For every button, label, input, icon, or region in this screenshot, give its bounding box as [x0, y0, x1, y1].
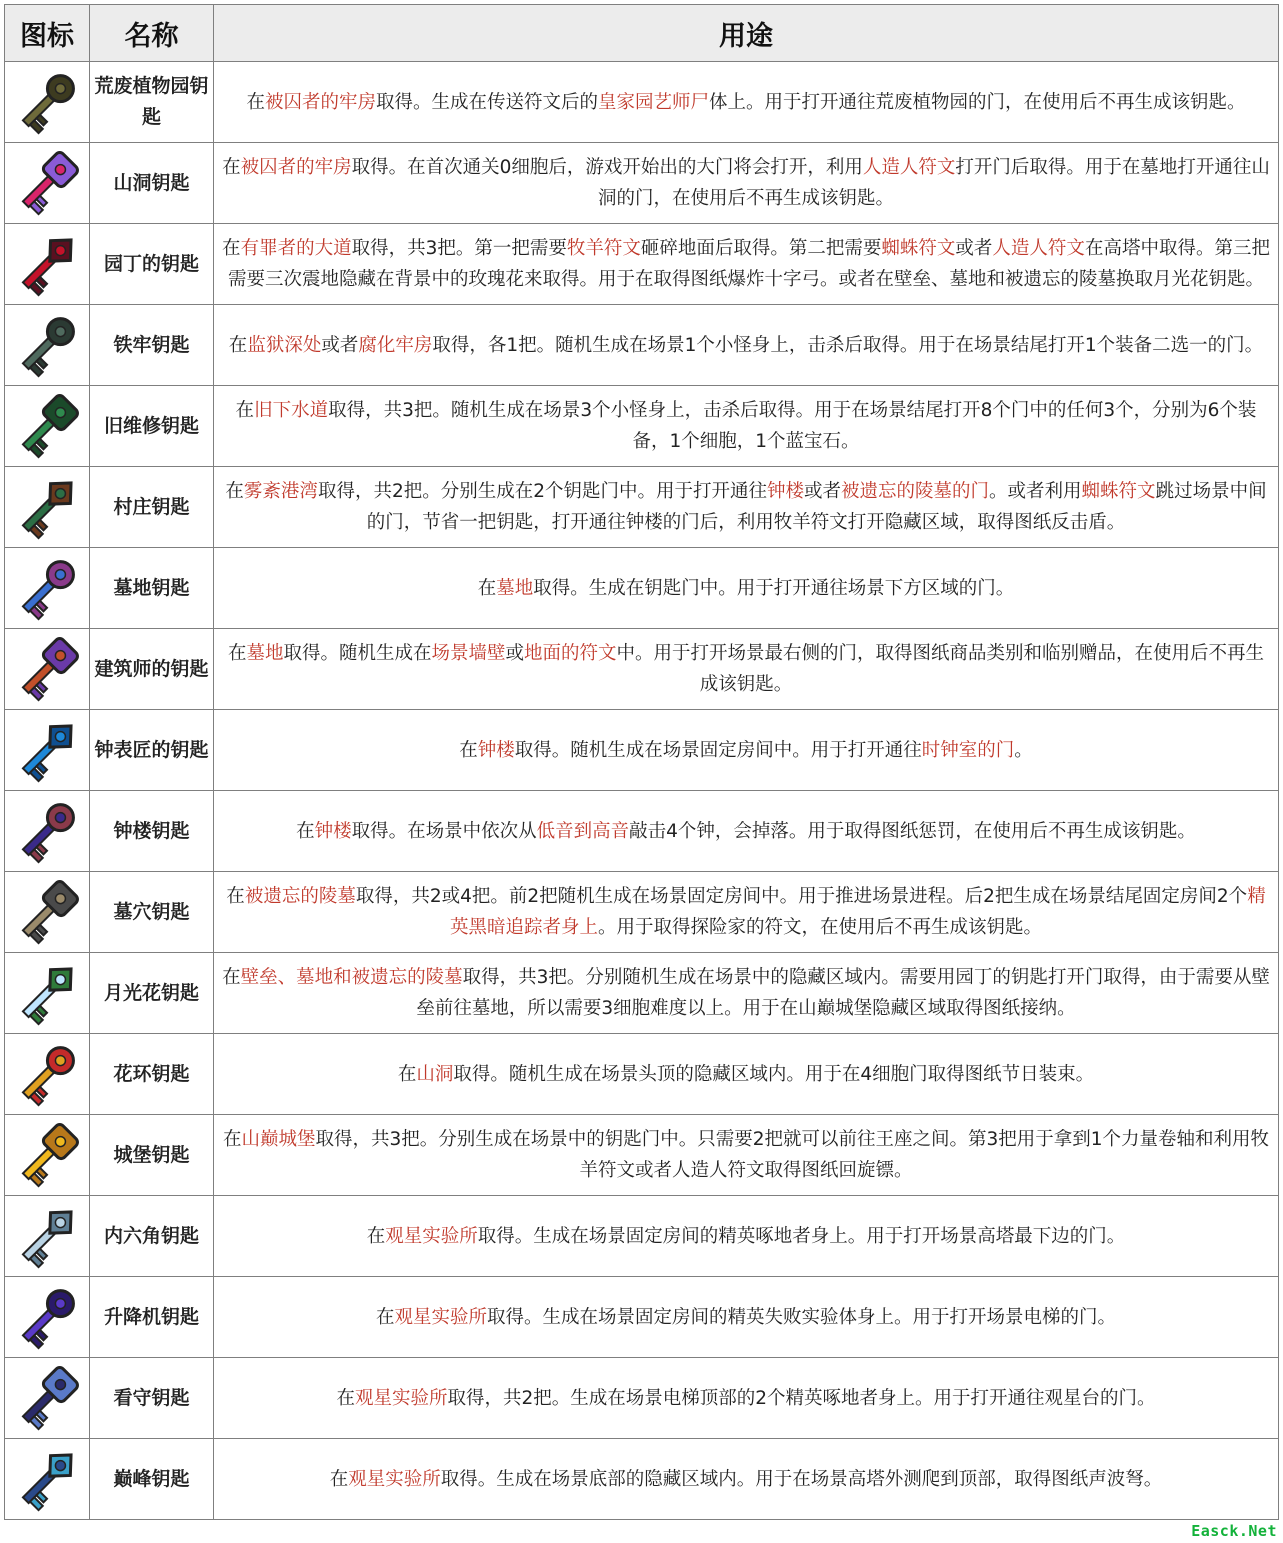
icon-cell — [5, 791, 90, 872]
key-name: 山洞钥匙 — [90, 143, 214, 224]
location-link[interactable]: 山巅城堡 — [241, 1129, 316, 1150]
key-name: 巅峰钥匙 — [90, 1439, 214, 1520]
use-text: 在 — [329, 1468, 349, 1490]
table-body — [5, 62, 1279, 1520]
use-text: 敲击4个钟，会掉落。用于取得图纸惩罚，在使用后不再生成该钥匙。 — [629, 820, 1196, 842]
table-row — [5, 1358, 1279, 1439]
key-name: 建筑师的钥匙 — [90, 629, 214, 710]
use-text: 在高塔中取得。第三把需要三次震地隐藏在背景中的玫瑰花来取得。用于在取得图纸爆炸十字弓。或者在壁垒、墓地和被遗忘的陵墓换取月光花钥匙。 — [227, 238, 1270, 290]
table-row — [5, 953, 1279, 1034]
overgrown-key-icon — [11, 66, 83, 138]
use-text: 打开门后取得。用于在墓地打开通往山洞的门，在使用后不再生成该钥匙。 — [597, 157, 1270, 209]
use-text: 在 — [222, 157, 241, 178]
icon-cell — [5, 143, 90, 224]
key-name: 钟楼钥匙 — [90, 791, 214, 872]
key-table — [4, 4, 1279, 1520]
key-use — [214, 467, 1279, 548]
use-text: 取得。随机生成在场景头顶的隐藏区域内。用于在4细胞门取得图纸节日装束。 — [453, 1063, 1095, 1085]
use-text: 在 — [228, 334, 248, 356]
location-link[interactable]: 精英黑暗追踪者身上 — [449, 886, 1266, 938]
key-name: 月光花钥匙 — [90, 953, 214, 1034]
use-text: 在 — [235, 400, 255, 421]
architect-key-icon — [11, 633, 83, 705]
icon-cell — [5, 1196, 90, 1277]
key-name: 墓穴钥匙 — [90, 872, 214, 953]
location-link[interactable]: 钟楼 — [314, 820, 352, 842]
table-row — [5, 1277, 1279, 1358]
table-row — [5, 467, 1279, 548]
location-link[interactable]: 牧羊符文 — [566, 238, 641, 259]
header-icon: 图标 — [5, 5, 90, 62]
use-text: 在 — [366, 1225, 386, 1247]
table-row — [5, 1034, 1279, 1115]
guard-key-icon — [11, 1362, 83, 1434]
key-use — [214, 1277, 1279, 1358]
location-link[interactable]: 观星实验所 — [348, 1468, 441, 1490]
key-name: 园丁的钥匙 — [90, 224, 214, 305]
bell-key-icon — [11, 795, 83, 867]
key-name: 铁牢钥匙 — [90, 305, 214, 386]
key-name: 城堡钥匙 — [90, 1115, 214, 1196]
location-link[interactable]: 旧下水道 — [254, 400, 329, 421]
use-text: 在 — [375, 1306, 395, 1328]
use-text: 取得，共2或4把。前2把随机生成在场景固定房间中。用于推进场景进程。后2把生成在场景结尾固定房间2个 — [355, 886, 1248, 907]
location-link[interactable]: 人造人符文 — [992, 238, 1085, 259]
icon-cell — [5, 1034, 90, 1115]
table-row — [5, 305, 1279, 386]
location-link[interactable]: 墓地 — [496, 577, 534, 599]
use-text: 跳过场景中间的门，节省一把钥匙，打开通往钟楼的门后，利用牧羊符文打开隐藏区域，取得图纸反击盾。 — [366, 481, 1267, 533]
use-text: 在 — [397, 1063, 417, 1085]
key-use — [214, 1034, 1279, 1115]
location-link[interactable]: 山洞 — [416, 1063, 454, 1085]
use-text: 取得。随机生成在 — [283, 643, 432, 664]
icon-cell — [5, 1439, 90, 1520]
key-use — [214, 548, 1279, 629]
key-name: 内六角钥匙 — [90, 1196, 214, 1277]
use-text: 取得，共3把。第一把需要 — [351, 238, 567, 259]
key-use — [214, 953, 1279, 1034]
key-name: 看守钥匙 — [90, 1358, 214, 1439]
key-use — [214, 1439, 1279, 1520]
key-name: 花环钥匙 — [90, 1034, 214, 1115]
use-text: 体上。用于打开通往荒废植物园的门，在使用后不再生成该钥匙。 — [709, 91, 1246, 113]
key-name: 升降机钥匙 — [90, 1277, 214, 1358]
key-use — [214, 62, 1279, 143]
use-text: 。 — [1014, 739, 1033, 761]
location-link[interactable]: 蜘蛛符文 — [1081, 481, 1156, 502]
location-link[interactable]: 腐化牢房 — [358, 334, 433, 356]
use-text: 取得。在首次通关0细胞后，游戏开始出的大门将会打开，利用 — [351, 157, 863, 178]
location-link[interactable]: 观星实验所 — [385, 1225, 478, 1247]
rose-key-icon — [11, 228, 83, 300]
use-text: 取得，共2把。生成在场景电梯顶部的2个精英啄地者身上。用于打开通往观星台的门。 — [447, 1387, 1156, 1409]
use-text: 砸碎地面后取得。第二把需要 — [640, 238, 882, 259]
use-text: 取得。生成在钥匙门中。用于打开通往场景下方区域的门。 — [533, 577, 1015, 599]
graveyard-key-icon — [11, 552, 83, 624]
key-name: 旧维修钥匙 — [90, 386, 214, 467]
icon-cell — [5, 224, 90, 305]
hex-key-icon — [11, 1200, 83, 1272]
table-row — [5, 1115, 1279, 1196]
table-row — [5, 62, 1279, 143]
use-text: 取得。生成在场景固定房间的精英失败实验体身上。用于打开场景电梯的门。 — [487, 1306, 1117, 1328]
icon-cell — [5, 467, 90, 548]
use-text: 取得，各1把。随机生成在场景1个小怪身上，击杀后取得。用于在场景结尾打开1个装备二选一的门。 — [432, 334, 1264, 356]
use-text: 。或者利用 — [989, 481, 1082, 502]
key-use — [214, 143, 1279, 224]
icon-cell — [5, 548, 90, 629]
table-row — [5, 224, 1279, 305]
location-link[interactable]: 蜘蛛符文 — [881, 238, 956, 259]
location-link[interactable]: 有罪者的大道 — [240, 238, 352, 259]
table-row — [5, 629, 1279, 710]
use-text: 或 — [505, 643, 525, 664]
key-use — [214, 1115, 1279, 1196]
icon-cell — [5, 953, 90, 1034]
summit-key-icon — [11, 1443, 83, 1515]
icon-cell — [5, 710, 90, 791]
moonflower-key-icon — [11, 957, 83, 1029]
table-row — [5, 1196, 1279, 1277]
location-link[interactable]: 观星实验所 — [394, 1306, 487, 1328]
header-name: 名称 — [90, 5, 214, 62]
key-use — [214, 1196, 1279, 1277]
key-use — [214, 629, 1279, 710]
location-link[interactable]: 低音到高音 — [536, 820, 630, 842]
table-row — [5, 710, 1279, 791]
table-row — [5, 548, 1279, 629]
clockmaker-key-icon — [11, 714, 83, 786]
table-row — [5, 143, 1279, 224]
use-text: 取得，共3把。分别随机生成在场景中的隐藏区域内。需要用园丁的钥匙打开门取得，由于需要从壁垒前往墓地，所以需要3细胞难度以上。用于在山巅城堡隐藏区域取得图纸接纳。 — [416, 967, 1270, 1019]
key-name: 墓地钥匙 — [90, 548, 214, 629]
use-text: 取得，共3把。随机生成在场景3个小怪身上，击杀后取得。用于在场景结尾打开8个门中的任何3个，分别为6个装备，1个细胞，1个蓝宝石。 — [328, 400, 1257, 452]
location-link[interactable]: 被遗忘的陵墓 — [244, 886, 356, 907]
table-row — [5, 386, 1279, 467]
use-text: 取得。生成在传送符文后的 — [375, 91, 598, 113]
sewer-key-icon — [11, 390, 83, 462]
key-use — [214, 710, 1279, 791]
location-link[interactable]: 雾紊港湾 — [243, 481, 318, 502]
elevator-key-icon — [11, 1281, 83, 1353]
use-text: 取得。生成在场景底部的隐藏区域内。用于在场景高塔外测爬到顶部，取得图纸声波弩。 — [440, 1468, 1163, 1490]
icon-cell — [5, 386, 90, 467]
icon-cell — [5, 62, 90, 143]
key-use — [214, 305, 1279, 386]
header-row — [5, 5, 1279, 62]
use-text: 取得。生成在场景固定房间的精英啄地者身上。用于打开场景高塔最下边的门。 — [477, 1225, 1126, 1247]
icon-cell — [5, 629, 90, 710]
use-text: 在 — [459, 739, 478, 761]
use-text: 。用于取得探险家的符文，在使用后不再生成该钥匙。 — [598, 917, 1043, 938]
key-name: 村庄钥匙 — [90, 467, 214, 548]
skull-key-icon — [11, 876, 83, 948]
cave-key-icon — [11, 147, 83, 219]
use-text: 中。用于打开场景最右侧的门，取得图纸商品类别和临别赠品，在使用后不再生成该钥匙。 — [616, 643, 1265, 695]
location-link[interactable]: 人造人符文 — [862, 157, 956, 178]
use-text: 在 — [336, 1387, 355, 1409]
location-link[interactable]: 被遗忘的陵墓的门 — [841, 481, 990, 502]
use-text: 在 — [227, 643, 247, 664]
key-use — [214, 791, 1279, 872]
use-text: 在 — [222, 967, 241, 988]
use-text: 在 — [222, 1129, 242, 1150]
wreath-key-icon — [11, 1038, 83, 1110]
use-text: 在 — [226, 886, 245, 907]
use-text: 在 — [222, 238, 241, 259]
use-text: 取得，共2把。分别生成在2个钥匙门中。用于打开通往 — [317, 481, 767, 502]
use-text: 或者 — [321, 334, 359, 356]
use-text: 在 — [246, 91, 265, 113]
icon-cell — [5, 1115, 90, 1196]
location-link[interactable]: 钟楼 — [477, 739, 515, 761]
location-link[interactable]: 时钟室的门 — [921, 739, 1015, 761]
key-name: 荒废植物园钥匙 — [90, 62, 214, 143]
location-link[interactable]: 皇家园艺师尸 — [598, 91, 710, 113]
use-text: 在 — [296, 820, 315, 842]
key-use — [214, 224, 1279, 305]
location-link[interactable]: 地面的符文 — [524, 643, 617, 664]
location-link[interactable]: 监狱深处 — [247, 334, 322, 356]
use-text: 或者 — [955, 238, 993, 259]
location-link[interactable]: 场景墙壁 — [431, 643, 506, 664]
use-text: 取得，共3把。分别生成在场景中的钥匙门中。只需要2把就可以前往王座之间。第3把用于拿到1个力量卷轴和利用牧羊符文或者人造人符文取得图纸回旋镖。 — [315, 1129, 1270, 1181]
village-key-icon — [11, 471, 83, 543]
key-use — [214, 872, 1279, 953]
use-text: 取得。随机生成在场景固定房间中。用于打开通往 — [514, 739, 922, 761]
header-use: 用途 — [214, 5, 1279, 62]
icon-cell — [5, 1358, 90, 1439]
location-link[interactable]: 观星实验所 — [354, 1387, 448, 1409]
use-text: 取得。在场景中依次从 — [351, 820, 537, 842]
icon-cell — [5, 872, 90, 953]
icon-cell — [5, 305, 90, 386]
location-link[interactable]: 被囚者的牢房 — [240, 157, 352, 178]
table-row — [5, 791, 1279, 872]
location-link[interactable]: 壁垒、墓地和被遗忘的陵墓 — [240, 967, 463, 988]
table-row — [5, 872, 1279, 953]
iron-key-icon — [11, 309, 83, 381]
key-use — [214, 386, 1279, 467]
use-text: 在 — [225, 481, 244, 502]
castle-key-icon — [11, 1119, 83, 1191]
use-text: 或者 — [804, 481, 842, 502]
location-link[interactable]: 被囚者的牢房 — [264, 91, 376, 113]
icon-cell — [5, 1277, 90, 1358]
key-name: 钟表匠的钥匙 — [90, 710, 214, 791]
table-row — [5, 1439, 1279, 1520]
use-text: 在 — [477, 577, 497, 599]
location-link[interactable]: 墓地 — [246, 643, 284, 664]
watermark: Easck.Net — [1191, 1522, 1277, 1540]
key-use — [214, 1358, 1279, 1439]
location-link[interactable]: 钟楼 — [766, 481, 804, 502]
